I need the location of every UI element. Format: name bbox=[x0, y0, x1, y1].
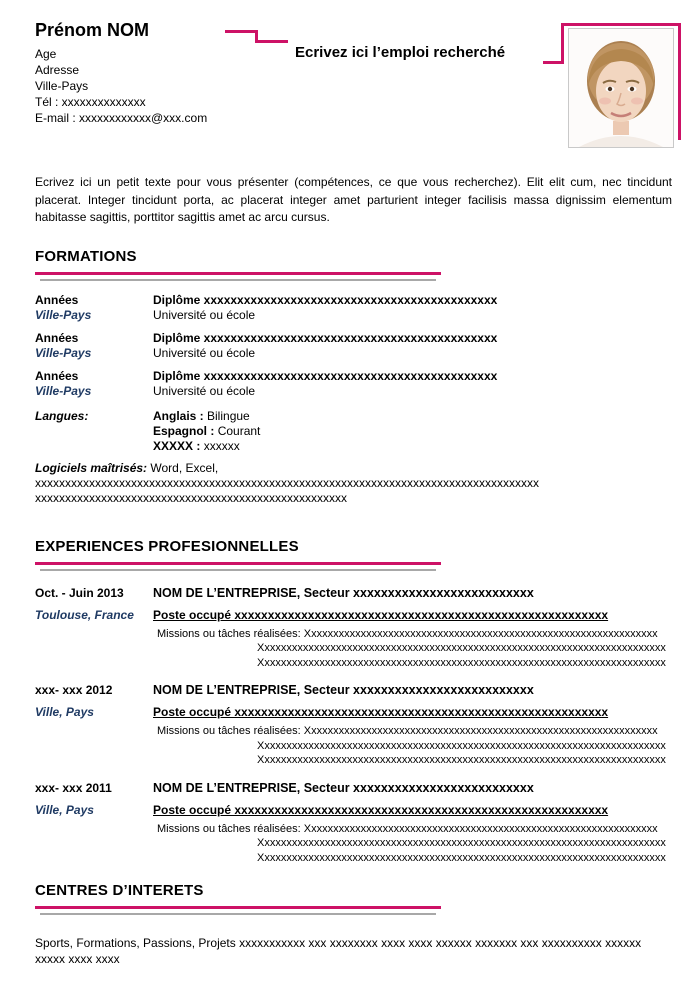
mission-line: Xxxxxxxxxxxxxxxxxxxxxxxxxxxxxxxxxxxxxxxxxxxxxxxxxxxxxxxxxxxxxxxxxxxxxxxxxx bbox=[257, 739, 666, 752]
experience-dates: xxx- xxx 2012 bbox=[35, 683, 113, 697]
header bbox=[35, 20, 672, 148]
mission-line: Xxxxxxxxxxxxxxxxxxxxxxxxxxxxxxxxxxxxxxxxxxxxxxxxxxxxxxxxxxxxxxxx bbox=[303, 627, 658, 640]
formation-years: Années bbox=[35, 368, 79, 383]
mission-line: Xxxxxxxxxxxxxxxxxxxxxxxxxxxxxxxxxxxxxxxxxxxxxxxxxxxxxxxxxxxxxxxxxxxxxxxxxx bbox=[257, 754, 666, 766]
experience-company: NOM DE L’ENTREPRISE, Secteur xxxxxxxxxxxxxxxxxxxxxxxxxx bbox=[153, 780, 534, 795]
interests-heading: CENTRES D’INTERETS bbox=[35, 882, 204, 899]
interests-text: Sports, Formations, Passions, Projets xxxxxxxxxxx xxx xxxxxxxx xxxx xxxx xxxxxx xxxxxxx xxx xxxxxxxxxx xxxxxx xxxxx xxxx xxxx bbox=[35, 936, 642, 966]
email-line: E-mail : xxxxxxxxxxxx@xxx.com bbox=[35, 111, 208, 125]
language-item bbox=[153, 439, 260, 454]
missions-label: Missions ou tâches réalisées: bbox=[157, 725, 301, 737]
experience-missions bbox=[153, 822, 672, 866]
experience-position: Poste occupé xxxxxxxxxxxxxxxxxxxxxxxxxxxxxxxxxxxxxxxxxxxxxxxxxxxxxxxx bbox=[153, 802, 609, 817]
missions-label: Missions ou tâches réalisées: bbox=[157, 627, 301, 640]
formation-diploma: Diplôme xxxxxxxxxxxxxxxxxxxxxxxxxxxxxxxxxxxxxxxxxxxx bbox=[153, 368, 498, 383]
section-formations bbox=[35, 248, 672, 506]
software-block bbox=[35, 461, 672, 506]
age-line: Age bbox=[35, 47, 57, 61]
language-level: Bilingue bbox=[207, 408, 250, 423]
missions-label: Missions ou tâches réalisées: bbox=[157, 822, 301, 835]
formation-place: Ville-Pays bbox=[35, 308, 92, 322]
accent-step-line bbox=[225, 30, 295, 46]
formation-row bbox=[35, 369, 672, 400]
mission-line: Xxxxxxxxxxxxxxxxxxxxxxxxxxxxxxxxxxxxxxxxxxxxxxxxxxxxxxxxxxxxxxxxxxxxxxxxxx bbox=[257, 851, 666, 864]
experience-dates: xxx- xxx 2011 bbox=[35, 780, 112, 795]
experience-entry bbox=[35, 780, 672, 866]
address-line: Adresse bbox=[35, 63, 80, 77]
mission-line: Xxxxxxxxxxxxxxxxxxxxxxxxxxxxxxxxxxxxxxxxxxxxxxxxxxxxxxxxxxxxxxxxxxxxxxxxxx bbox=[257, 656, 666, 669]
experience-entry bbox=[35, 585, 672, 671]
experience-missions bbox=[153, 724, 672, 768]
mission-line: Xxxxxxxxxxxxxxxxxxxxxxxxxxxxxxxxxxxxxxxxxxxxxxxxxxxxxxxxxxxxxxxx bbox=[303, 725, 658, 737]
formation-years: Années bbox=[35, 292, 79, 307]
formations-list bbox=[35, 293, 672, 400]
experience-place: Ville, Pays bbox=[35, 705, 94, 719]
software-line1: Word, Excel, xxxxxxxxxxxxxxxxxxxxxxxxxxxxxxxxxxxxxxxxxxxxxxxxxxxxxxxxxxxxxxxxxxxxxxxxxxxxxxxxxxxx bbox=[35, 460, 539, 490]
mission-line: Xxxxxxxxxxxxxxxxxxxxxxxxxxxxxxxxxxxxxxxxxxxxxxxxxxxxxxxxxxxxxxxxxxxxxxxxxx bbox=[257, 642, 666, 654]
intro-text: Ecrivez ici un petit texte pour vous présenter (compétences, ce que vous recherchez). Elit elit cum, nec tincidunt placerat. Integer tincidunt porta, ac placerat integer amet parturient integer facilisis massa dignissim elementum habitasse sagittis, porttitor sagittis amet ac arcu cursus. bbox=[35, 175, 672, 224]
heading-rule-pink bbox=[35, 562, 441, 565]
experience-position: Poste occupé xxxxxxxxxxxxxxxxxxxxxxxxxxxxxxxxxxxxxxxxxxxxxxxxxxxxxxxx bbox=[153, 705, 609, 719]
heading-rule-gray bbox=[40, 913, 436, 915]
languages-label: Langues: bbox=[35, 408, 89, 423]
section-interests bbox=[35, 882, 672, 967]
mission-line: Xxxxxxxxxxxxxxxxxxxxxxxxxxxxxxxxxxxxxxxxxxxxxxxxxxxxxxxxxxxxxxxx bbox=[303, 822, 658, 835]
experience-missions bbox=[153, 627, 672, 671]
language-name: Espagnol : bbox=[153, 423, 215, 438]
formation-school: Université ou école bbox=[153, 346, 256, 360]
phone-line: Tél : xxxxxxxxxxxxxx bbox=[35, 95, 146, 109]
experience-company: NOM DE L’ENTREPRISE, Secteur xxxxxxxxxxxxxxxxxxxxxxxxxx bbox=[153, 683, 534, 697]
formation-row bbox=[35, 293, 672, 324]
experience-position: Poste occupé xxxxxxxxxxxxxxxxxxxxxxxxxxxxxxxxxxxxxxxxxxxxxxxxxxxxxxxx bbox=[153, 607, 609, 622]
accent-line-segment bbox=[561, 23, 564, 64]
accent-line-segment bbox=[678, 23, 681, 140]
accent-line-segment bbox=[255, 40, 288, 43]
profile-photo bbox=[568, 28, 674, 148]
mission-line: Xxxxxxxxxxxxxxxxxxxxxxxxxxxxxxxxxxxxxxxxxxxxxxxxxxxxxxxxxxxxxxxxxxxxxxxxxx bbox=[257, 837, 666, 849]
language-name: XXXXX : bbox=[153, 438, 201, 453]
formation-school: Université ou école bbox=[153, 308, 256, 322]
formations-heading: FORMATIONS bbox=[35, 247, 137, 265]
portrait-illustration bbox=[569, 29, 673, 147]
section-experiences bbox=[35, 538, 672, 866]
experiences-heading: EXPERIENCES PROFESIONNELLES bbox=[35, 537, 299, 555]
accent-line-segment bbox=[561, 23, 681, 26]
accent-line-segment bbox=[225, 30, 258, 33]
heading-rule-pink bbox=[35, 272, 441, 275]
heading-rule-gray bbox=[40, 569, 436, 571]
languages-block bbox=[35, 409, 672, 454]
formation-school: Université ou école bbox=[153, 384, 256, 398]
formation-place: Ville-Pays bbox=[35, 346, 92, 360]
formation-place: Ville-Pays bbox=[35, 384, 92, 398]
software-label: Logiciels maîtrisés: bbox=[35, 460, 148, 475]
city-line: Ville-Pays bbox=[35, 79, 89, 93]
experience-place: Ville, Pays bbox=[35, 802, 94, 817]
person-name: Prénom NOM bbox=[35, 20, 150, 40]
formation-row bbox=[35, 331, 672, 362]
experience-place: Toulouse, France bbox=[35, 607, 134, 622]
heading-rule-gray bbox=[40, 279, 436, 281]
experience-company: NOM DE L’ENTREPRISE, Secteur xxxxxxxxxxxxxxxxxxxxxxxxxx bbox=[153, 585, 534, 600]
target-job-title: Ecrivez ici l’emploi recherché bbox=[295, 44, 506, 61]
formation-diploma: Diplôme xxxxxxxxxxxxxxxxxxxxxxxxxxxxxxxxxxxxxxxxxxxx bbox=[153, 330, 498, 345]
software-line2: xxxxxxxxxxxxxxxxxxxxxxxxxxxxxxxxxxxxxxxxxxxxxxxxxxxx bbox=[35, 490, 347, 505]
language-level: xxxxxx bbox=[203, 438, 240, 453]
formation-years: Années bbox=[35, 330, 79, 345]
language-level: Courant bbox=[217, 423, 261, 438]
formation-diploma: Diplôme xxxxxxxxxxxxxxxxxxxxxxxxxxxxxxxxxxxxxxxxxxxx bbox=[153, 292, 498, 307]
language-item bbox=[153, 424, 260, 439]
experience-dates: Oct. - Juin 2013 bbox=[35, 585, 124, 600]
heading-rule-pink bbox=[35, 906, 441, 909]
accent-line-segment bbox=[543, 61, 564, 64]
language-name: Anglais : bbox=[153, 408, 204, 423]
language-item bbox=[153, 409, 260, 424]
experience-entry bbox=[35, 682, 672, 768]
